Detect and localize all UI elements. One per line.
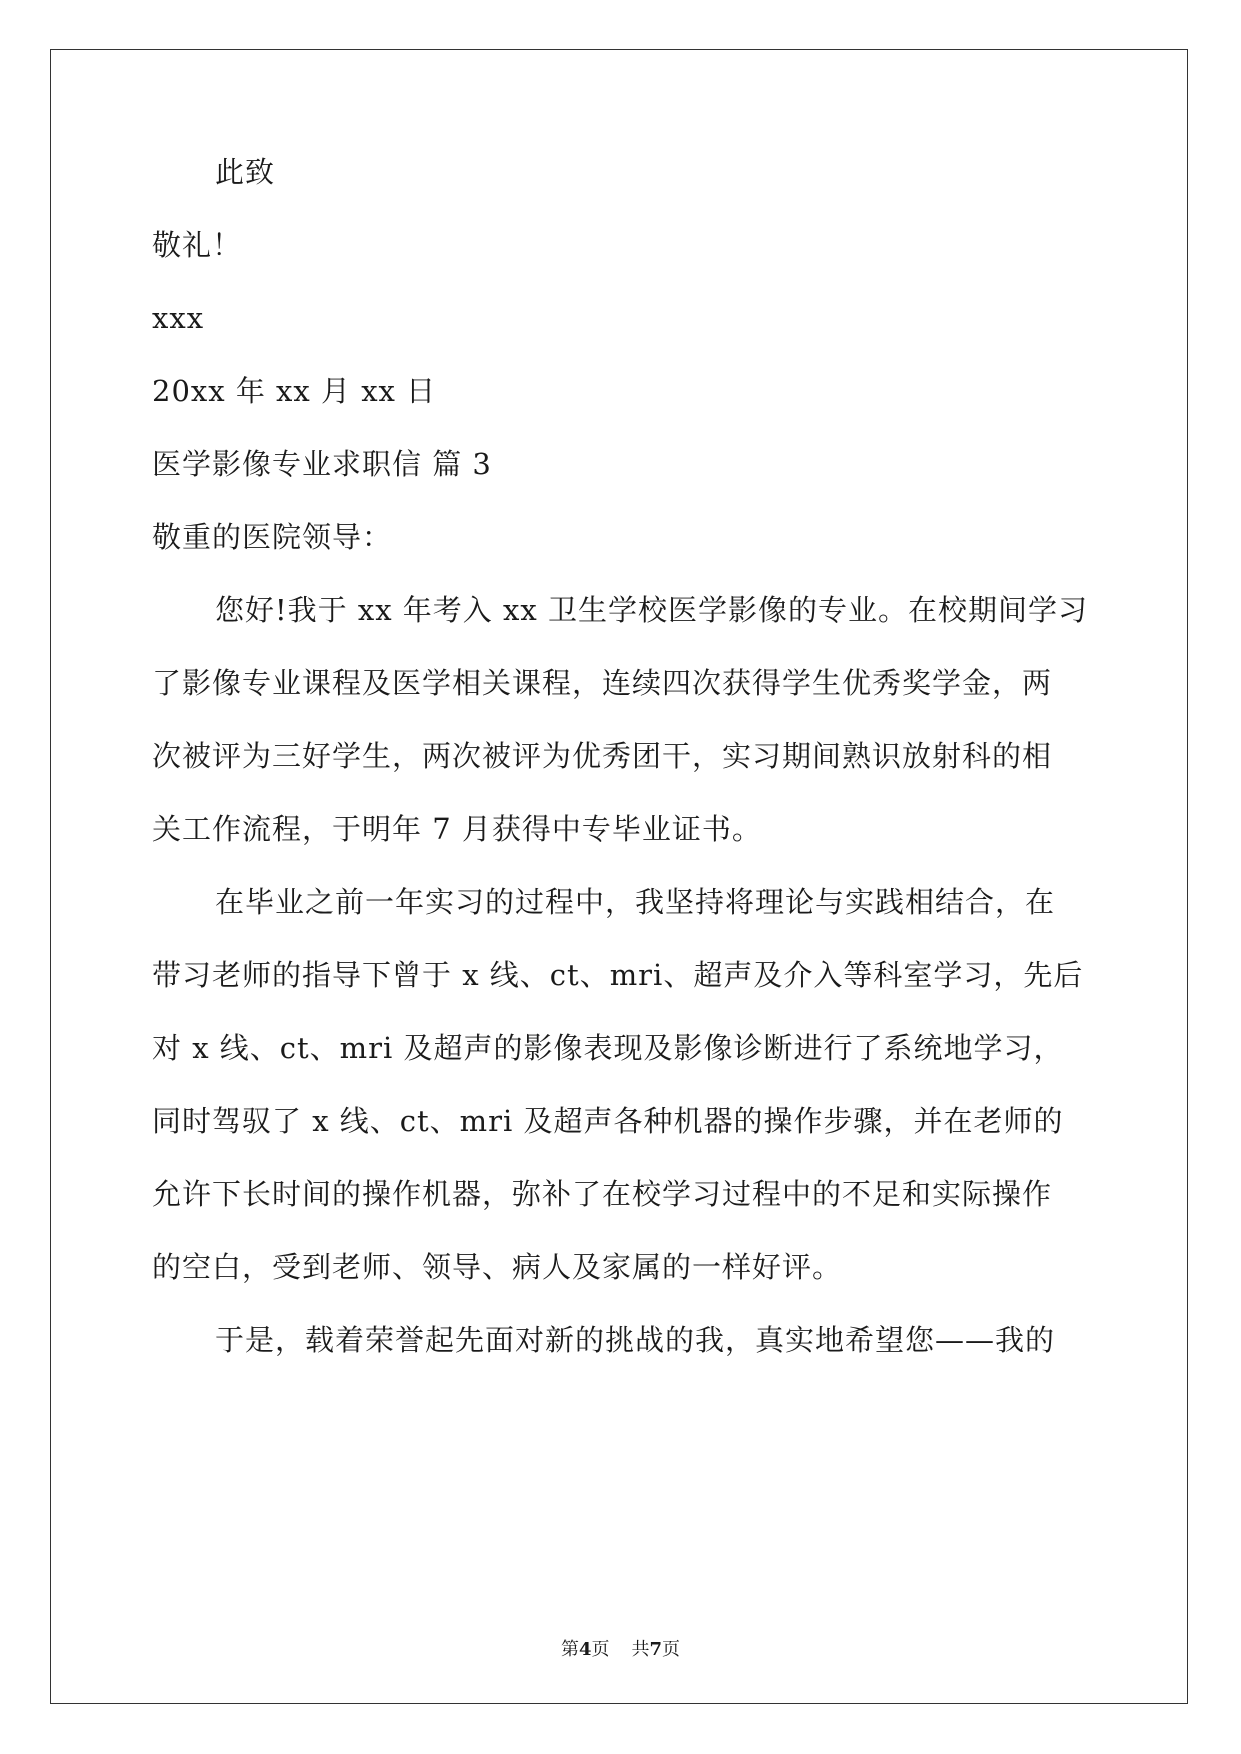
paragraph-line: 对 x 线、ct、mri 及超声的影像表现及影像诊断进行了系统地学习， [152,1031,1064,1065]
paragraph-line: 同时驾驭了 x 线、ct、mri 及超声各种机器的操作步骤，并在老师的 [152,1104,1064,1138]
paragraph-line: 关工作流程，于明年 7 月获得中专毕业证书。 [152,812,762,846]
footer-total-suffix: 页 [662,1639,681,1660]
greeting-line: 敬重的医院领导： [152,520,393,554]
footer-page-current: 4 [578,1639,592,1660]
paragraph-line: 允许下长时间的操作机器，弥补了在校学习过程中的不足和实际操作 [152,1177,1053,1211]
paragraph-line: 的空白，受到老师、领导、病人及家属的一样好评。 [152,1250,843,1284]
paragraph-line: 带习老师的指导下曾于 x 线、ct、mri、超声及介入等科室学习，先后 [152,958,1084,992]
paragraph-line: 了影像专业课程及医学相关课程，连续四次获得学生优秀奖学金，两 [152,666,1053,700]
salutation-line: 敬礼！ [152,228,243,262]
signature-date: 20xx 年 xx 月 xx 日 [152,374,437,408]
paragraph-line: 您好!我于 xx 年考入 xx 卫生学校医学影像的专业。在校期间学习 [215,593,1088,627]
paragraph-line: 于是，载着荣誉起先面对新的挑战的我，真实地希望您——我的 [215,1323,1056,1357]
page-footer [0,1638,1241,1662]
closing-line: 此致 [215,155,276,189]
footer-page-total: 7 [649,1639,663,1660]
signature-name: xxx [152,301,205,335]
section-title: 医学影像专业求职信 篇 3 [152,447,492,481]
footer-total-prefix: 共 [631,1639,650,1660]
footer-page-prefix: 第 [560,1639,579,1660]
paragraph-line: 在毕业之前一年实习的过程中，我坚持将理论与实践相结合，在 [215,885,1056,919]
footer-page-suffix: 页 [591,1639,610,1660]
page-border [50,49,1188,1704]
paragraph-line: 次被评为三好学生，两次被评为优秀团干，实习期间熟识放射科的相 [152,739,1053,773]
